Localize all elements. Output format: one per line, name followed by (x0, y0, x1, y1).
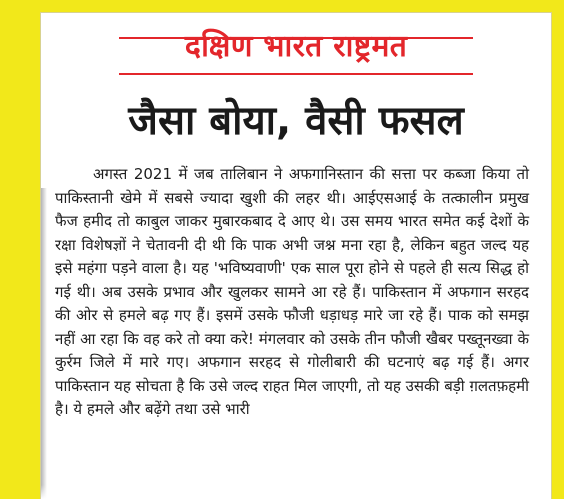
page-fold-shadow (41, 188, 47, 499)
masthead-title: दक्षिण भारत राष्ट्रमत (184, 29, 408, 64)
article-headline: जैसा बोया, वैसी फसल (128, 98, 464, 144)
article-body: अगस्त 2021 में जब तालिबान ने अफगानिस्तान की सत्ता पर कब्जा किया तो पाकिस्तानी खेमे में सबसे ज्यादा खुशी की लहर थी। आईएसआई के तत्कालीन प्रमुख फैज हमीद तो काबुल जाकर मुबारकबाद दे आए थे। उस समय भारत समेत कई देशों के रक्षा विशेषज्ञों ने चेतावनी दी थी कि पाक अभी जश्न मना रहा है, लेकिन बहुत जल्द यह इसे महंगा पड़ने वाला है। यह 'भविष्यवाणी' एक साल पूरा होने से पहले ही सत्य सिद्ध हो गई थी। अब उसके प्रभाव और खुलकर सामने आ रहे हैं। पाकिस्तान में अफगान सरहद की ओर से हमले बढ़ गए हैं। इसमें उसके फौजी धड़ाधड़ मारे जा रहे हैं। पाक को समझ नहीं आ रहा कि वह करे तो क्या करे! मंगलवार को उसके तीन फौजी खैबर पख्तूनख्वा के कुर्रम जिले में मारे गए। अफगान सरहद से गोलीबारी की घटनाएं बढ़ गई हैं। अगर पाकिस्तान यह सोचता है कि उसे जल्द राहत मिल जाएगी, तो यह उसकी बड़ी ग़लतफ़हमी है। ये हमले और बढ़ेंगे तथा उसे भारी (55, 165, 529, 418)
newspaper-clipping (40, 12, 552, 499)
masthead-bottom-rule (119, 73, 473, 75)
bottom-cutoff (41, 485, 551, 499)
